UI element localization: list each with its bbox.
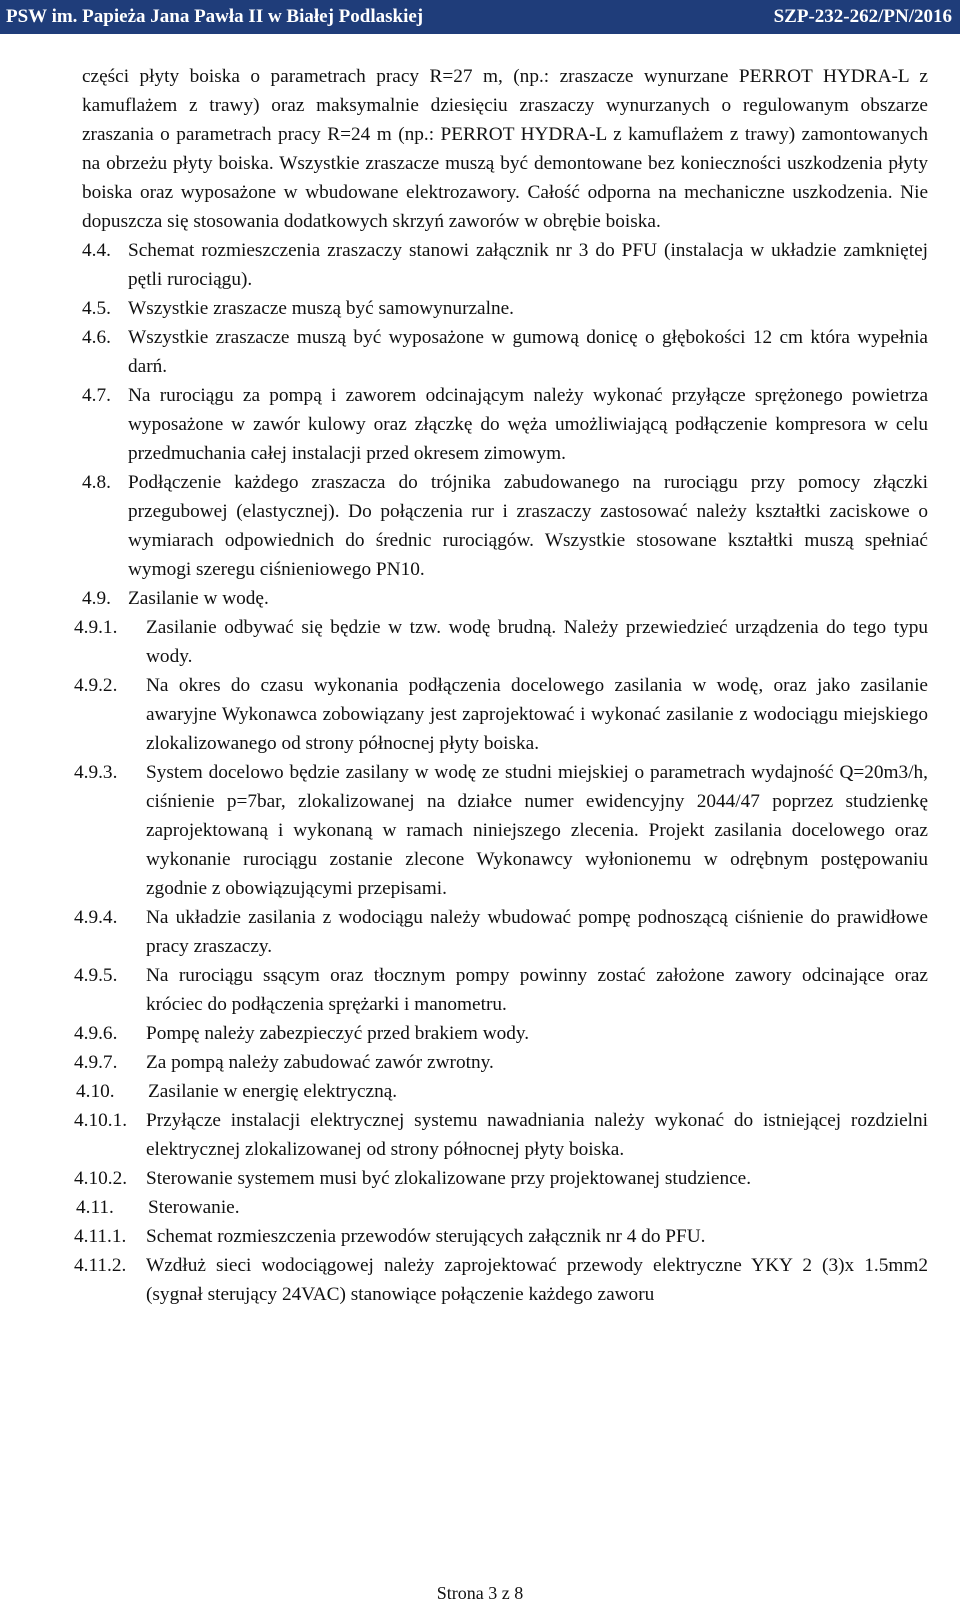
section-4-10-subitems bbox=[74, 1106, 928, 1193]
list-item bbox=[74, 1164, 928, 1193]
list-item bbox=[74, 961, 928, 1019]
item-text: Zasilanie w energię elektryczną. bbox=[148, 1081, 398, 1102]
header-institution: PSW im. Papieża Jana Pawła II w Białej Podlaskiej bbox=[6, 6, 424, 27]
section-heading bbox=[76, 1077, 928, 1106]
item-text: Na rurociągu ssącym oraz tłocznym pompy powinny zostać założone zawory odcinające oraz króciec do podłączenia sprężarki i manometru. bbox=[146, 965, 928, 1015]
section-4-11-subitems bbox=[74, 1222, 928, 1309]
item-number: 4.9.5. bbox=[74, 965, 118, 986]
item-text: Za pompą należy zabudować zawór zwrotny. bbox=[146, 1052, 494, 1073]
item-number: 4.9.4. bbox=[74, 907, 118, 928]
item-text: System docelowo będzie zasilany w wodę ze studni miejskiej o parametrach wydajność Q=20m3/h, ciśnienie p=7bar, zlokalizowanej na działce numer ewidencyjny 2044/47 poprzez studzienkę zaprojektowaną i wykonaną w ramach niniejszego zlecenia. Projekt zasilania docelowego oraz wykonanie rurociągu zostanie zlecone Wykonawcy wyłonionemu w odrębnym postępowaniu zgodnie z obowiązującymi przepisami. bbox=[146, 762, 928, 899]
section-4-9-subitems bbox=[74, 613, 928, 1077]
document-body bbox=[74, 62, 928, 1309]
list-item bbox=[74, 1048, 928, 1077]
items-list bbox=[82, 236, 928, 613]
list-item bbox=[74, 1019, 928, 1048]
item-text: Zasilanie w wodę. bbox=[128, 588, 269, 609]
list-item bbox=[74, 1251, 928, 1309]
item-number: 4.11.2. bbox=[74, 1255, 127, 1276]
item-number: 4.4. bbox=[82, 240, 111, 261]
list-item bbox=[74, 1222, 928, 1251]
item-number: 4.5. bbox=[82, 298, 111, 319]
item-number: 4.11.1. bbox=[74, 1226, 127, 1247]
item-text: Schemat rozmieszczenia przewodów sterujących załącznik nr 4 do PFU. bbox=[146, 1226, 706, 1247]
list-item bbox=[74, 613, 928, 671]
item-text: Wszystkie zraszacze muszą być wyposażone w gumową donicę o głębokości 12 cm która wypełnia darń. bbox=[128, 327, 928, 377]
item-text: Pompę należy zabezpieczyć przed brakiem wody. bbox=[146, 1023, 530, 1044]
item-number: 4.9.3. bbox=[74, 762, 118, 783]
list-item bbox=[74, 1106, 928, 1164]
item-text: Na układzie zasilania z wodociągu należy wbudować pompę podnoszącą ciśnienie do prawidłowe pracy zraszaczy. bbox=[146, 907, 928, 957]
item-number: 4.6. bbox=[82, 327, 111, 348]
item-text: Na okres do czasu wykonania podłączenia docelowego zasilania w wodę, oraz jako zasilanie awaryjne Wykonawca zobowiązany jest zaprojektować i wykonać zasilanie z wodociągu miejskiego zlokalizowanego od strony północnej płyty boiska. bbox=[146, 675, 928, 754]
page-number: Strona 3 z 8 bbox=[436, 1583, 524, 1603]
list-item bbox=[82, 294, 928, 323]
list-item bbox=[74, 903, 928, 961]
item-text: Na rurociągu za pompą i zaworem odcinającym należy wykonać przyłącze sprężonego powietrza wyposażone w zawór kulowy oraz złączkę do węża umożliwiającą podłączenie kompresora w celu przedmuchania całej instalacji przed okresem zimowym. bbox=[128, 385, 928, 464]
list-item bbox=[74, 671, 928, 758]
intro-paragraph: części płyty boiska o parametrach pracy R=27 m, (np.: zraszacze wynurzane PERROT HYDRA-L z kamuflażem z trawy) oraz maksymalnie dziesięciu zraszaczy wynurzanych o regulowanym obszarze zraszania o parametrach pracy R=24 m (np.: PERROT HYDRA-L z kamuflażem z trawy) zamontowanych na obrzeżu płyty boiska. Wszystkie zraszacze muszą być demontowane bez konieczności uszkodzenia płyty boiska oraz wyposażone w wbudowane elektrozawory. Całość odporna na mechaniczne uszkodzenia. Nie dopuszcza się stosowania dodatkowych skrzyń zaworów w obrębie boiska. bbox=[82, 66, 928, 232]
list-item bbox=[74, 758, 928, 903]
item-text: Przyłącze instalacji elektrycznej systemu nawadniania należy wykonać do istniejącej rozdzielni elektrycznej zlokalizowanej od strony północnej płyty boiska. bbox=[146, 1110, 928, 1160]
page-header bbox=[0, 0, 960, 34]
item-number: 4.9.6. bbox=[74, 1023, 118, 1044]
item-number: 4.10.2. bbox=[74, 1168, 128, 1189]
list-item bbox=[82, 323, 928, 381]
item-text: Zasilanie odbywać się będzie w tzw. wodę brudną. Należy przewiedzieć urządzenia do tego typu wody. bbox=[146, 617, 928, 667]
item-text: Podłączenie każdego zraszacza do trójnika zabudowanego na rurociągu przy pomocy złączki przegubowej (elastycznej). Do połączenia rur i zraszaczy zastosować należy kształtki zaciskowe o wymiarach odpowiednich do średnic rurociągów. Wszystkie stosowane kształtki muszą spełniać wymogi szeregu ciśnieniowego PN10. bbox=[128, 472, 928, 580]
list-item bbox=[82, 468, 928, 584]
item-number: 4.9.2. bbox=[74, 675, 118, 696]
header-reference: SZP-232-262/PN/2016 bbox=[773, 6, 952, 27]
list-item bbox=[82, 236, 928, 294]
item-text: Wszystkie zraszacze muszą być samowynurzalne. bbox=[128, 298, 514, 319]
item-text: Sterowanie. bbox=[148, 1197, 240, 1218]
item-text: Sterowanie systemem musi być zlokalizowane przy projektowanej studzience. bbox=[146, 1168, 752, 1189]
item-number: 4.9.1. bbox=[74, 617, 118, 638]
item-text: Wzdłuż sieci wodociągowej należy zaprojektować przewody elektryczne YKY 2 (3)x 1.5mm2 (sygnał sterujący 24VAC) stanowiące połączenie każdego zaworu bbox=[146, 1255, 928, 1305]
list-item bbox=[82, 381, 928, 468]
item-number: 4.9.7. bbox=[74, 1052, 118, 1073]
section-heading bbox=[76, 1193, 928, 1222]
item-number: 4.10. bbox=[76, 1081, 115, 1102]
list-item bbox=[82, 584, 928, 613]
item-number: 4.10.1. bbox=[74, 1110, 128, 1131]
item-number: 4.11. bbox=[76, 1197, 114, 1218]
item-number: 4.9. bbox=[82, 588, 111, 609]
item-number: 4.8. bbox=[82, 472, 111, 493]
item-text: Schemat rozmieszczenia zraszaczy stanowi załącznik nr 3 do PFU (instalacja w układzie zamkniętej pętli rurociągu). bbox=[128, 240, 928, 290]
item-number: 4.7. bbox=[82, 385, 111, 406]
